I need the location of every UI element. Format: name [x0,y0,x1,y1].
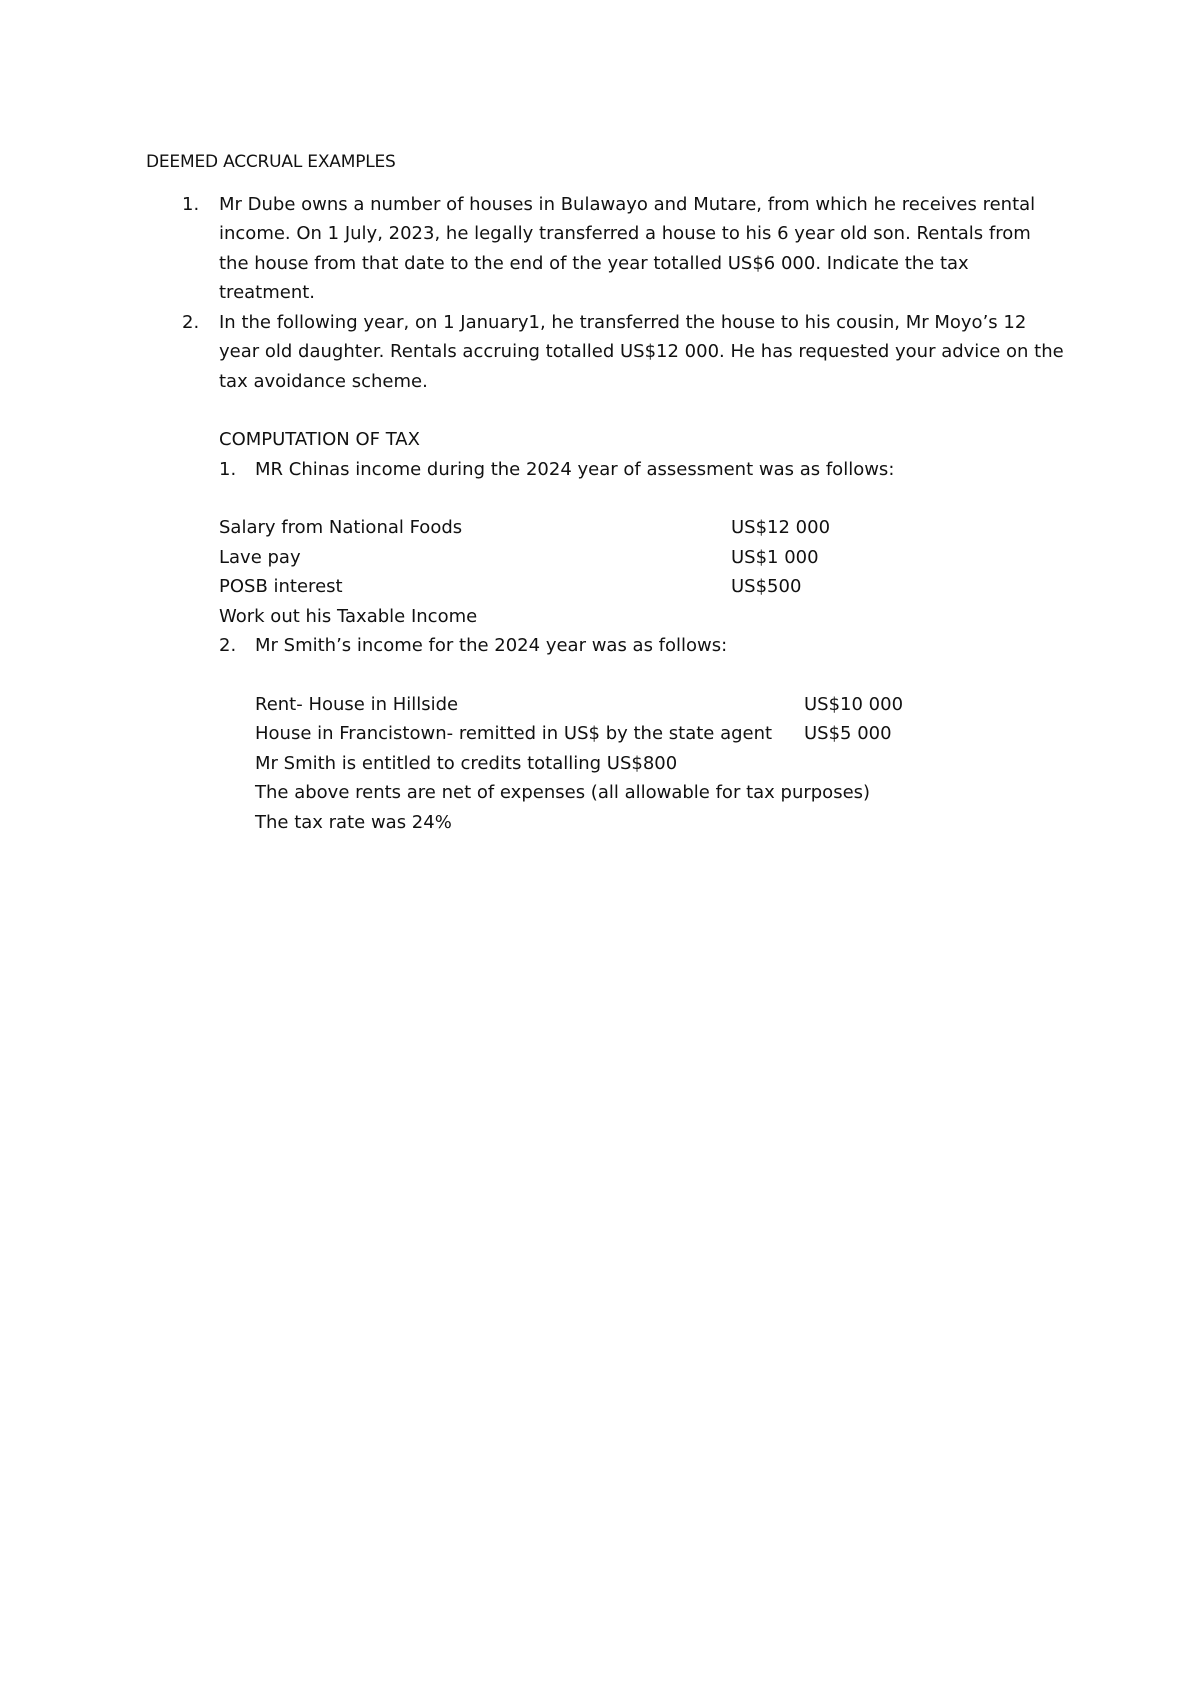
income-label: Salary from National Foods [219,517,463,538]
income-value: US$1 000 [731,546,819,568]
question-number: 1. [182,193,200,215]
computation-intro: Mr Smith’s income for the 2024 year was as follows: [255,635,728,656]
question-text: In the following year, on 1 January1, he transferred the house to his cousin, Mr Moyo’s 12 year old daughter. Rentals accruing totalled US$12 000. He has requested your advice on the tax avoidance scheme. [219,311,1064,392]
computation-number: 2. [219,635,237,656]
note-text: Mr Smith is entitled to credits totalling US$800 [255,752,678,774]
deemed-accrual-question-list [146,190,1066,397]
instruction-text: Work out his Taxable Income [219,605,478,627]
computation-number: 1. [219,458,237,480]
income-row [219,572,1066,602]
question-item [146,190,1066,308]
computation-title: COMPUTATION OF TAX [219,429,420,450]
document-body [146,148,1066,837]
computation-item [146,455,1066,485]
document-title: DEEMED ACCRUAL EXAMPLES [146,152,396,172]
income-label: Rent- House in Hillside [255,693,459,715]
income-table-2 [255,690,1066,838]
income-row [255,719,1066,749]
income-value: US$5 000 [804,723,892,744]
income-row [219,543,1066,573]
computation-section [219,425,1066,455]
note-text: The tax rate was 24% [255,811,452,833]
income-value: US$12 000 [731,517,831,538]
income-label: Lave pay [219,546,301,568]
computation-question-2 [146,631,1066,661]
computation-intro: MR Chinas income during the 2024 year of assessment was as follows: [255,458,895,480]
income-label: House in Francistown- remitted in US$ by the state agent [255,723,773,744]
income-label: POSB interest [219,576,343,597]
income-table-1 [219,513,1066,631]
note-text: The above rents are net of expenses (all allowable for tax purposes) [255,782,871,803]
computation-question-1 [146,455,1066,485]
question-item [146,308,1066,397]
question-text: Mr Dube owns a number of houses in Bulawayo and Mutare, from which he receives rental income. On 1 July, 2023, he legally transferred a house to his 6 year old son. Rentals from the house from that date to the end of the year totalled US$6 000. Indicate the tax treatment. [219,193,1036,303]
question-number: 2. [182,311,200,333]
income-value: US$10 000 [804,693,904,715]
computation-item [146,631,1066,661]
income-row [219,513,1066,543]
income-row [255,690,1066,720]
income-value: US$500 [731,576,802,597]
